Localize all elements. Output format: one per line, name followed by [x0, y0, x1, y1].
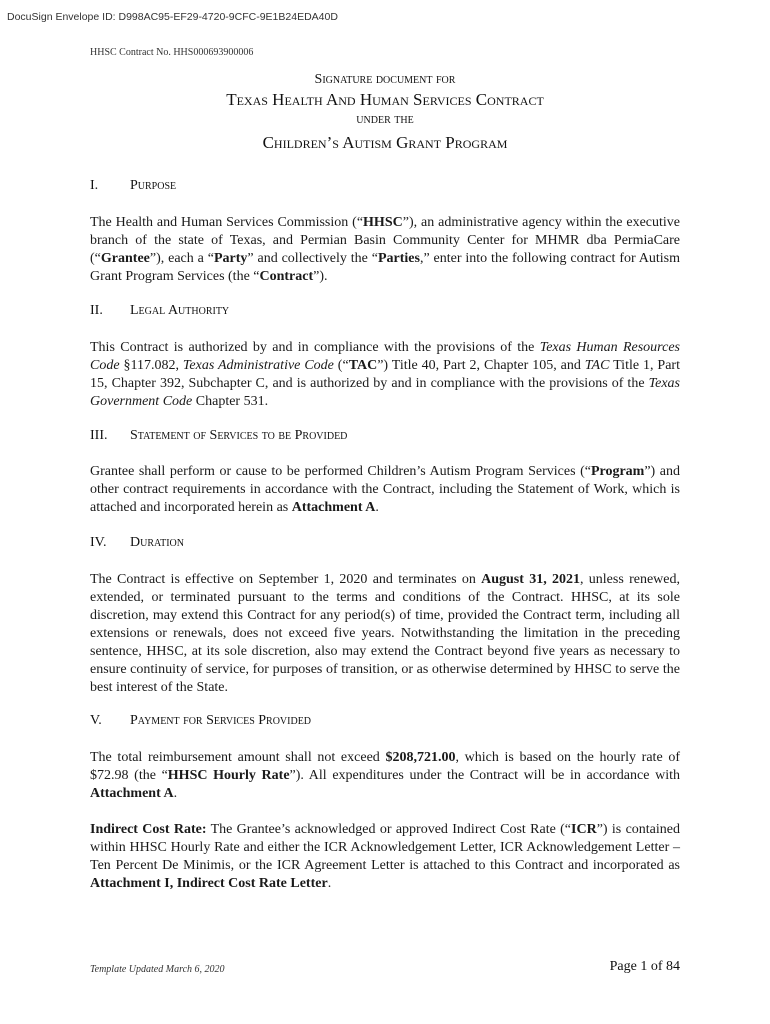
- section-title: Legal Authority: [130, 303, 230, 318]
- contract-number: HHSC Contract No. HHS000693900006: [90, 47, 254, 58]
- indirect-cost-rate-paragraph: Indirect Cost Rate: The Grantee’s acknowledged or approved Indirect Cost Rate (“ICR”) is contained within HHSC Hourly Rate and either the ICR Acknowledgement Letter, ICR Acknowledgement Letter – Ten Percent De Minimis, or the ICR Agreement Letter is attached to this Contract and incorporated as Attachment I, Indirect Cost Rate Letter.: [90, 822, 680, 891]
- section-heading-duration: [90, 535, 184, 551]
- section-title: Statement of Services to be Provided: [130, 428, 348, 443]
- template-updated-note: Template Updated March 6, 2020: [90, 964, 225, 975]
- title-line-3: under the: [356, 112, 414, 127]
- section-number: I.: [90, 178, 99, 193]
- duration-paragraph: The Contract is effective on September 1, 2020 and terminates on August 31, 2021, unless renewed, extended, or terminated pursuant to the terms and conditions of the Contract. HHSC, at its sole discretion, may extend this Contract for any period(s) of time, provided the Contract term, including all extensions or renewals, does not exceed five years. Notwithstanding the limitation in the preceding sentence, HHSC, at its sole discretion, also may extend the Contract beyond five years as necessary to ensure continuity of service, for purposes of transition, or as otherwise determined by HHSC to serve the best interest of the State.: [90, 572, 680, 695]
- legal-authority-paragraph: This Contract is authorized by and in compliance with the provisions of the Texas Human Resources Code §117.082, Texas Administrative Code (“TAC”) Title 40, Part 2, Chapter 105, and TAC Title 1, Part 15, Chapter 392, Subchapter C, and is authorized by and in compliance with the provisions of the Texas Government Code Chapter 531.: [90, 340, 680, 409]
- section-heading-purpose: [90, 178, 176, 194]
- title-line-1: Signature document for: [314, 72, 456, 87]
- section-title: Duration: [130, 535, 184, 550]
- section-number: III.: [90, 428, 108, 443]
- section-title: Purpose: [130, 178, 177, 193]
- section-heading-statement-of-services: [90, 428, 347, 444]
- statement-of-services-paragraph: Grantee shall perform or cause to be performed Children’s Autism Program Services (“Program”) and other contract requirements in accordance with the Contract, including the Statement of Work, which is attached and incorporated herein as Attachment A.: [90, 464, 680, 515]
- section-number: II.: [90, 303, 103, 318]
- section-heading-payment: [90, 713, 311, 729]
- payment-paragraph: The total reimbursement amount shall not exceed $208,721.00, which is based on the hourly rate of $72.98 (the “HHSC Hourly Rate”). All expenditures under the Contract will be in accordance with Attachment A.: [90, 750, 680, 801]
- docusign-envelope-id: DocuSign Envelope ID: D998AC95-EF29-4720-9CFC-9E1B24EDA40D: [7, 11, 338, 23]
- section-title: Payment for Services Provided: [130, 713, 312, 728]
- page-number: Page 1 of 84: [609, 959, 680, 974]
- title-line-4: Children’s Autism Grant Program: [262, 133, 508, 152]
- purpose-paragraph: The Health and Human Services Commission (“HHSC”), an administrative agency within the executive branch of the state of Texas, and Permian Basin Community Center for MHMR dba PermiaCare (“Grantee”), each a “Party” and collectively the “Parties,” enter into the following contract for Autism Grant Program Services (the “Contract”).: [90, 215, 681, 284]
- title-line-2: Texas Health And Human Services Contract: [226, 90, 544, 109]
- section-heading-legal-authority: [90, 303, 229, 319]
- section-number: V.: [90, 713, 102, 728]
- section-number: IV.: [90, 535, 107, 550]
